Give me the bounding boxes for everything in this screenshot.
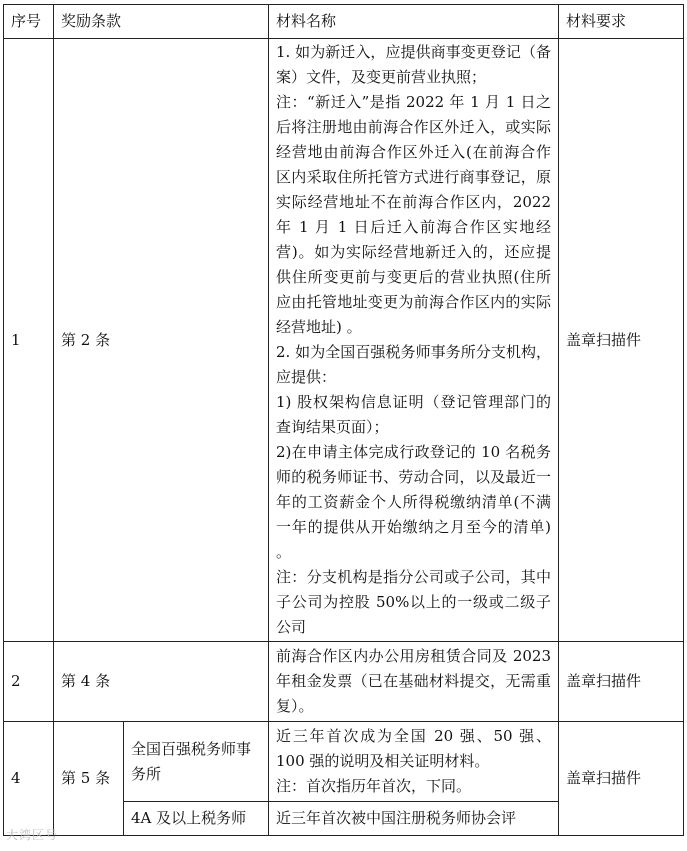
material-paragraph: 2)在申请主体完成行政登记的 10 名税务师的税务师证书、劳动合同，以及最近一年的工资薪金个人所得税缴纳清单(不满一年的提供从开始缴纳之月至今的清单) 。 <box>276 443 552 561</box>
row-material <box>269 39 559 642</box>
table-header-row <box>4 5 684 39</box>
header-requirement: 材料要求 <box>559 5 684 39</box>
header-material: 材料名称 <box>269 5 559 39</box>
material-paragraph: 1) 股权架构信息证明（登记管理部门的查询结果页面）； <box>276 393 552 436</box>
row-sub-label: 4A 及以上税务师 <box>124 802 269 836</box>
table-row <box>4 39 684 642</box>
material-paragraph: 近三年首次被中国注册税务师协会评 <box>276 809 517 827</box>
row-no: 1 <box>4 39 54 642</box>
watermark: 大湾区号 <box>6 828 59 842</box>
reward-materials-table <box>3 4 684 836</box>
row-sub-label: 全国百强税务师事务所 <box>124 722 269 802</box>
row-clause: 第 5 条 <box>54 722 124 836</box>
material-paragraph: 2. 如为全国百强税务师事务所分支机构，应提供： <box>276 343 552 386</box>
material-paragraph: 注：“新迁入”是指 2022 年 1 月 1 日之后将注册地由前海合作区外迁入，或实际经营地由前海合作区外迁入(在前海合作区内采取住所托管方式进行商事登记，原实际经营地址不在前海合作区内，2022 年 1 月 1 日后迁入前海合作区实地经营)。如为实际经营地新迁入的，还应提供住所变更前与变更后的营业执照(住所应由托管地址变更为前海合作区内的实际经营地址) 。 <box>276 93 552 336</box>
row-clause: 第 4 条 <box>54 642 269 722</box>
material-paragraph: 1. 如为新迁入，应提供商事变更登记（备案）文件，及变更前营业执照； <box>276 43 552 86</box>
row-no: 2 <box>4 642 54 722</box>
material-paragraph: 近三年首次成为全国 20 强、50 强、100 强的说明及相关证明材料。 <box>276 727 552 770</box>
material-paragraph: 注：分支机构是指分公司或子公司，其中子公司为控股 50%以上的一级或二级子公司 <box>276 568 552 636</box>
row-clause: 第 2 条 <box>54 39 269 642</box>
material-paragraph: 前海合作区内办公用房租赁合同及 2023 年租金发票（已在基础材料提交，无需重复）。 <box>276 647 552 715</box>
row-material <box>269 802 559 836</box>
row-material <box>269 722 559 802</box>
row-requirement: 盖章扫描件 <box>559 642 684 722</box>
row-requirement: 盖章扫描件 <box>559 722 684 836</box>
row-material <box>269 642 559 722</box>
header-no: 序号 <box>4 5 54 39</box>
material-paragraph: 注：首次指历年首次，下同。 <box>276 777 472 795</box>
table-row <box>4 722 684 802</box>
header-clause: 奖励条款 <box>54 5 269 39</box>
table-row <box>4 642 684 722</box>
row-no: 4 <box>4 722 54 836</box>
row-requirement: 盖章扫描件 <box>559 39 684 642</box>
